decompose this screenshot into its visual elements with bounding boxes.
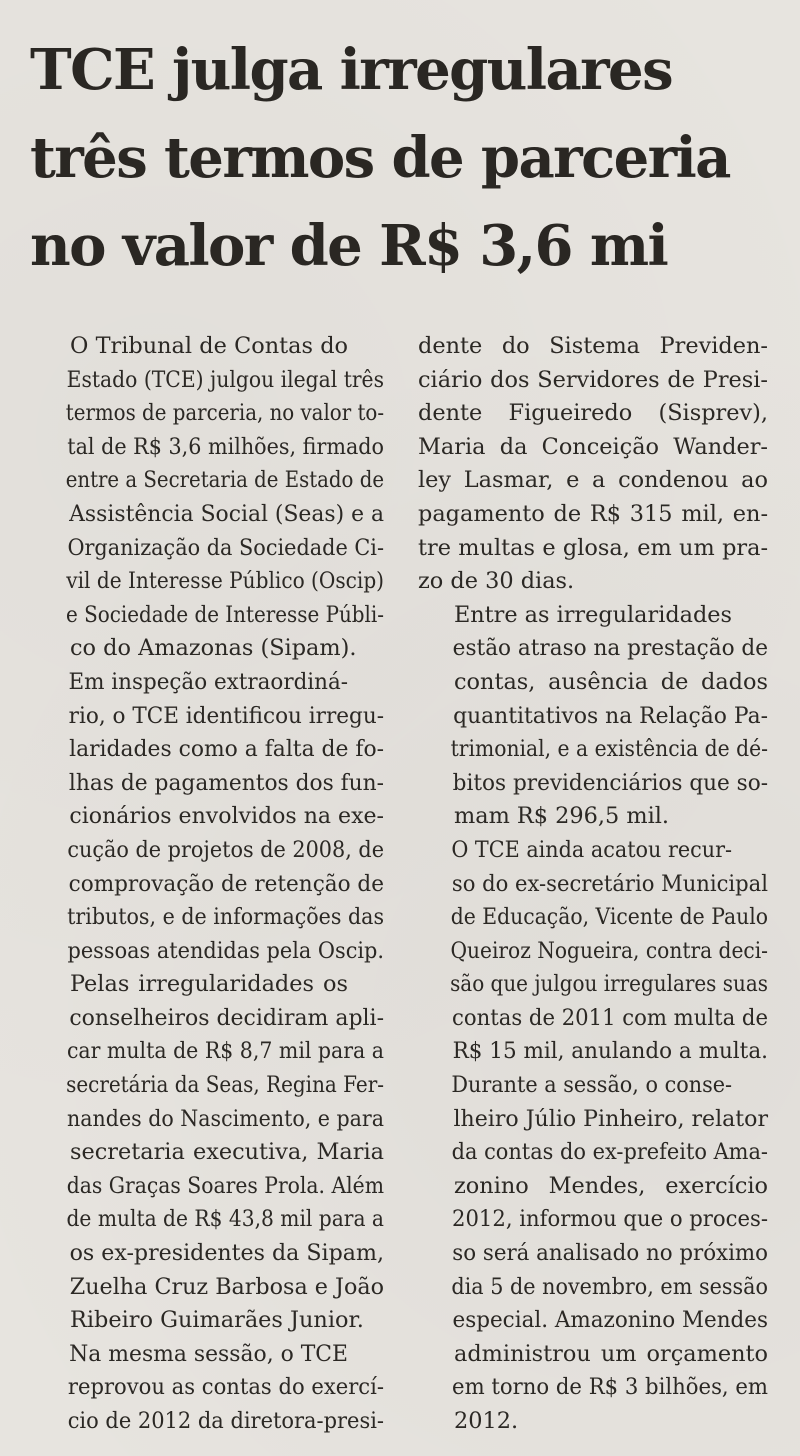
paragraph-line: cio de 2012 da diretora-presi- xyxy=(67,1408,384,1434)
paragraph-line: lhas de pagamentos dos fun- xyxy=(68,769,385,796)
paragraph-line: os ex-presidentes da Sipam, xyxy=(69,1240,384,1267)
paragraph-line: co do Amazonas (Sipam). xyxy=(70,635,357,662)
paragraph-line: 2012. xyxy=(454,1408,519,1434)
paragraph-line: Em inspeção extraordiná- xyxy=(68,668,349,695)
paragraph-line: administrou um orçamento xyxy=(454,1340,768,1367)
paragraph-line: comprovação de retenção de xyxy=(68,870,384,897)
paragraph-line: 2012, informou que o proces- xyxy=(451,1206,769,1233)
paragraph-line: especial. Amazonino Mendes xyxy=(452,1307,769,1334)
paragraph-line: ley Lasmar, e a condenou ao xyxy=(418,467,768,494)
paragraph-line: lheiro Júlio Pinheiro, relator xyxy=(453,1105,769,1132)
paragraph-line: tributos, e de informações das xyxy=(67,904,385,931)
paragraph-line: Durante a sessão, o conse- xyxy=(451,1072,733,1099)
article-paragraph xyxy=(34,1338,384,1439)
headline-line: três termos de parceria xyxy=(30,125,730,191)
paragraph-line: nandes do Nascimento, e para xyxy=(67,1105,384,1132)
paragraph-line: conselheiros decidiram apli- xyxy=(69,1004,385,1031)
paragraph-line: ciário dos Servidores de Presi- xyxy=(418,366,768,393)
paragraph-line: cução de projetos de 2008, de xyxy=(67,836,385,863)
paragraph-line: tre multas e glosa, em um pra- xyxy=(418,534,769,561)
paragraph-line: contas de 2011 com multa de xyxy=(452,1004,768,1031)
paragraph-line: Assistência Social (Seas) e a xyxy=(69,500,384,527)
article-paragraph xyxy=(34,968,384,1338)
paragraph-line: bitos previdenciários que so- xyxy=(452,769,769,796)
paragraph-line: zo de 30 dias. xyxy=(418,568,575,595)
paragraph-line: rio, o TCE identificou irregu- xyxy=(68,702,384,729)
paragraph-line: Ribeiro Guimarães Junior. xyxy=(70,1307,364,1334)
paragraph-line: das Graças Soares Prola. Além xyxy=(66,1172,385,1199)
paragraph-line: contas, ausência de dados xyxy=(454,668,768,695)
paragraph-line: de Educação, Vicente de Paulo xyxy=(450,904,768,931)
paragraph-line: quantitativos na Relação Pa- xyxy=(453,702,769,729)
paragraph-line: cionários envolvidos na exe- xyxy=(69,803,384,830)
paragraph-line: secretaria executiva, Maria xyxy=(70,1139,384,1166)
paragraph-line: Queiroz Nogueira, contra deci- xyxy=(450,937,768,964)
paragraph-line: entre a Secretaria de Estado de xyxy=(65,467,385,494)
headline-line: no valor de R$ 3,6 mi xyxy=(30,213,668,279)
paragraph-line: Organização da Sociedade Ci- xyxy=(67,534,384,561)
paragraph-line: termos de parceria, no valor to- xyxy=(65,400,385,427)
article-paragraph xyxy=(34,330,384,666)
paragraph-line: O Tribunal de Contas do xyxy=(70,333,349,359)
headline xyxy=(30,26,770,290)
article-column-right xyxy=(418,330,768,1439)
paragraph-line: vil de Interesse Público (Oscip) xyxy=(66,568,385,595)
paragraph-line: O TCE ainda acatou recur- xyxy=(451,836,733,863)
paragraph-line: so será analisado no próximo xyxy=(452,1240,768,1267)
paragraph-line: so do ex-secretário Municipal xyxy=(451,870,769,897)
paragraph-line: de multa de R$ 43,8 mil para a xyxy=(66,1206,384,1233)
paragraph-line: Na mesma sessão, o TCE xyxy=(69,1340,349,1367)
paragraph-line: são que julgou irregulares suas xyxy=(450,971,768,998)
article-paragraph xyxy=(418,1069,768,1439)
article-paragraph xyxy=(34,666,384,968)
paragraph-line: secretária da Seas, Regina Fer- xyxy=(66,1072,385,1099)
paragraph-line: Maria da Conceição Wander- xyxy=(418,433,768,460)
article-paragraph xyxy=(418,330,768,599)
paragraph-line: car multa de R$ 8,7 mil para a xyxy=(66,1038,385,1065)
paragraph-line: Pelas irregularidades os xyxy=(70,971,348,998)
paragraph-line: dente do Sistema Previden- xyxy=(418,333,768,359)
paragraph-line: tal de R$ 3,6 milhões, firmado xyxy=(67,433,385,460)
paragraph-line: estão atraso na prestação de xyxy=(452,635,769,662)
paragraph-line: R$ 15 mil, anulando a multa. xyxy=(452,1038,768,1065)
paragraph-line: zonino Mendes, exercício xyxy=(454,1172,768,1199)
paragraph-line: trimonial, e a existência de dé- xyxy=(450,736,768,763)
paragraph-line: e Sociedade de Interesse Públi- xyxy=(66,601,385,628)
article-paragraph xyxy=(418,834,768,1069)
paragraph-line: mam R$ 296,5 mil. xyxy=(454,803,670,830)
article-column-left xyxy=(34,330,384,1439)
paragraph-line: reprovou as contas do exercí- xyxy=(67,1374,384,1401)
paragraph-line: dente Figueiredo (Sisprev), xyxy=(418,400,768,427)
paragraph-line: da contas do ex-prefeito Ama- xyxy=(451,1139,768,1166)
paragraph-line: pagamento de R$ 315 mil, en- xyxy=(418,500,769,527)
paragraph-line: em torno de R$ 3 bilhões, em xyxy=(452,1374,769,1401)
article-paragraph xyxy=(418,599,768,834)
paragraph-line: dia 5 de novembro, em sessão xyxy=(451,1273,768,1300)
paragraph-line: pessoas atendidas pela Oscip. xyxy=(67,937,384,964)
paragraph-line: Entre as irregularidades xyxy=(453,601,732,628)
paragraph-line: Zuelha Cruz Barbosa e João xyxy=(69,1273,384,1300)
paragraph-line: laridades como a falta de fo- xyxy=(69,736,385,763)
headline-line: TCE julga irregulares xyxy=(30,37,673,103)
paragraph-line: Estado (TCE) julgou ilegal três xyxy=(66,366,384,393)
